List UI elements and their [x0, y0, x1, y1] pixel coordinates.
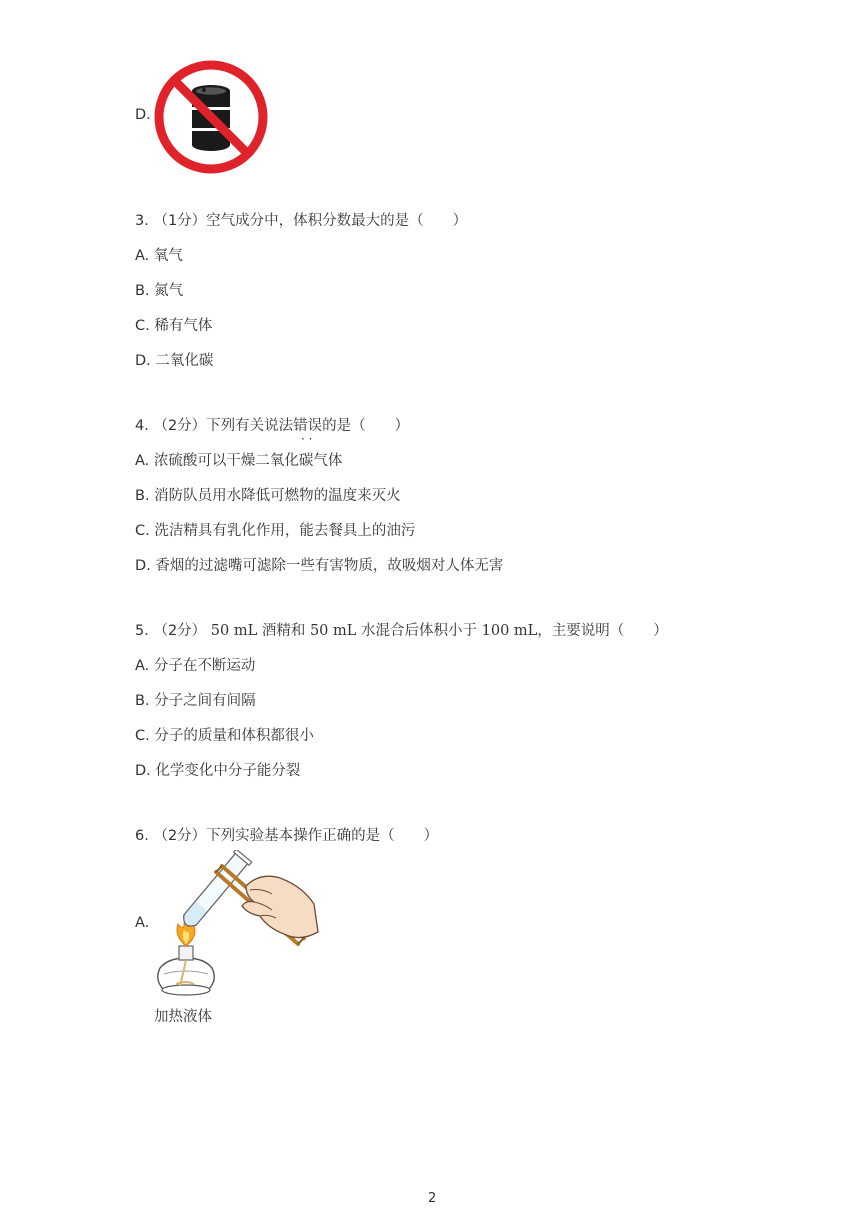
no-oil-barrel-icon: [154, 60, 268, 174]
q2-option-d-label: D.: [135, 107, 151, 123]
q5-option-c: C. 分子的质量和体积都很小: [135, 728, 314, 744]
q5-option-a: A. 分子在不断运动: [135, 658, 256, 674]
q6-stem: 6. （2分）下列实验基本操作正确的是（ ）: [135, 828, 439, 844]
q6-option-a-label: A.: [135, 915, 150, 931]
q5-option-d: D. 化学变化中分子能分裂: [135, 763, 301, 779]
heating-liquid-illustration: [150, 850, 320, 1002]
q6-option-a-caption: 加热液体: [154, 1009, 212, 1025]
q5-text-3: ，主要说明（ ）: [537, 623, 668, 639]
q4-option-b: B. 消防队员用水降低可燃物的温度来灭火: [135, 488, 401, 504]
q5-stem-prefix: 5. （2分）: [135, 623, 207, 639]
q5-volume-total: 100 mL: [481, 623, 538, 639]
q3-option-b: B. 氮气: [135, 283, 184, 299]
q5-volume-water: 50 mL: [309, 623, 357, 639]
page-number: 2: [428, 1191, 437, 1206]
q5-text-2: 水混合后体积小于: [361, 623, 478, 639]
q4-emphasis-dots: · ·: [301, 432, 313, 446]
q3-option-a: A. 氧气: [135, 248, 183, 264]
q3-stem: 3. （1分）空气成分中，体积分数最大的是（ ）: [135, 213, 468, 229]
q3-option-c: C. 稀有气体: [135, 318, 213, 334]
q4-stem: 4. （2分）下列有关说法错误的是（ ）: [135, 418, 410, 434]
q4-option-a: A. 浓硫酸可以干燥二氧化碳气体: [135, 453, 343, 469]
q5-text-1: 酒精和: [261, 623, 306, 639]
q4-option-c: C. 洗洁精具有乳化作用，能去餐具上的油污: [135, 523, 416, 539]
q4-option-d: D. 香烟的过滤嘴可滤除一些有害物质，故吸烟对人体无害: [135, 558, 504, 574]
q5-stem: [135, 621, 668, 641]
q5-option-b: B. 分子之间有间隔: [135, 693, 256, 709]
q5-volume-alcohol: 50 mL: [210, 623, 258, 639]
q3-option-d: D. 二氧化碳: [135, 353, 214, 369]
